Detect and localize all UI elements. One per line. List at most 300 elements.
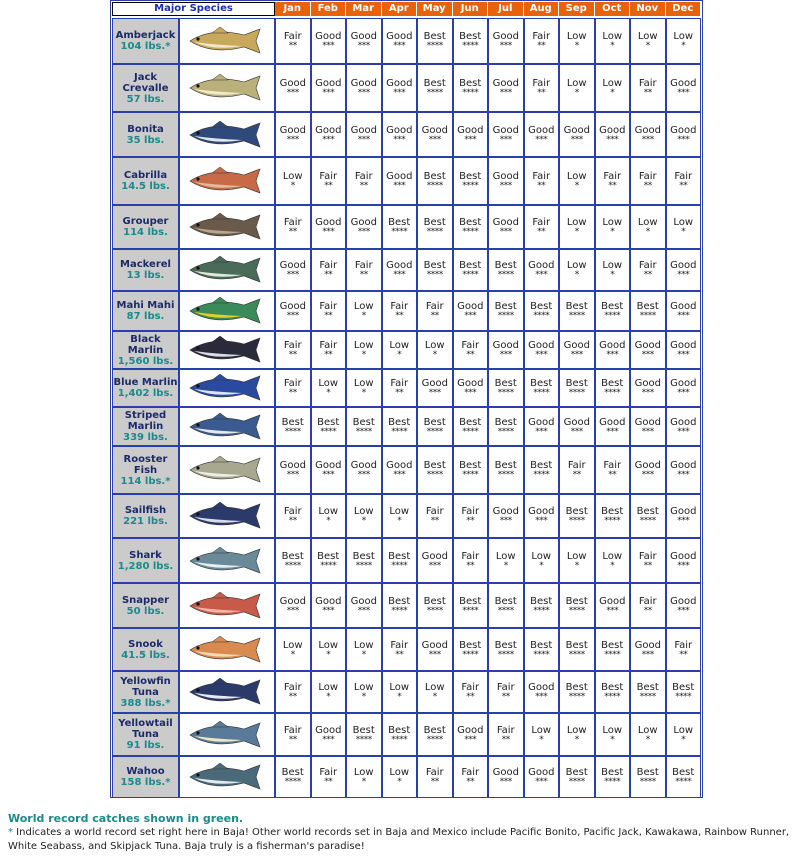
species-row <box>111 249 702 291</box>
rating-cell-jan <box>275 671 311 713</box>
rating-stars: **** <box>462 181 479 191</box>
rating-label: Good <box>528 767 555 778</box>
record-weight: 339 lbs. <box>123 432 168 443</box>
rating-stars: ** <box>537 227 546 237</box>
rating-stars: **** <box>604 777 621 787</box>
rating-stars: *** <box>499 88 512 98</box>
rating-label: Fair <box>425 301 444 312</box>
rating-label: Best <box>601 767 624 778</box>
fish-image-cell <box>179 157 275 205</box>
species-name: Amberjack <box>115 30 176 41</box>
rating-cell-may <box>417 756 453 798</box>
rating-cell-jan <box>275 713 311 756</box>
rating-stars: **** <box>462 605 479 616</box>
month-header-jul: Jul <box>488 2 524 16</box>
rating-cell-jul <box>488 157 524 205</box>
rating-cell-jan <box>275 64 311 112</box>
rating-cell-mar <box>346 583 382 628</box>
rating-cell-oct <box>595 369 631 407</box>
rating-cell-mar <box>346 628 382 671</box>
month-header-oct: Oct <box>595 2 631 16</box>
rating-stars: *** <box>677 605 690 616</box>
rating-cell-apr <box>382 538 418 583</box>
rating-stars: **** <box>391 426 408 437</box>
rating-label: Fair <box>319 767 338 778</box>
rating-stars: **** <box>462 88 479 98</box>
rating-label: Fair <box>461 767 480 778</box>
rating-stars: * <box>645 41 650 51</box>
month-header-jun: Jun <box>453 2 489 16</box>
rating-cell-sep <box>559 628 595 671</box>
rating-stars: * <box>361 692 366 702</box>
rating-stars: *** <box>428 649 441 660</box>
rating-stars: *** <box>535 516 548 526</box>
rating-label: Best <box>494 416 517 428</box>
rating-label: Best <box>281 550 304 562</box>
species-name: Rooster Fish <box>123 453 168 476</box>
rating-cell-oct <box>595 494 631 538</box>
rating-cell-nov <box>630 538 666 583</box>
rating-stars: *** <box>464 134 477 145</box>
rating-cell-mar <box>346 157 382 205</box>
rating-label: Good <box>279 301 306 312</box>
rating-cell-may <box>417 538 453 583</box>
rating-cell-oct <box>595 538 631 583</box>
record-weight: 50 lbs. <box>126 605 165 617</box>
rating-stars: *** <box>322 470 335 480</box>
month-header-dec: Dec <box>666 2 702 16</box>
rating-cell-jan <box>275 249 311 291</box>
rating-cell-sep <box>559 157 595 205</box>
rating-stars: ** <box>430 516 439 526</box>
rating-stars: *** <box>357 227 370 237</box>
rating-stars: * <box>681 41 686 51</box>
rating-cell-mar <box>346 713 382 756</box>
rating-label: Best <box>352 724 375 736</box>
rating-stars: *** <box>357 88 370 98</box>
rating-label: Fair <box>319 260 338 271</box>
month-header-aug: Aug <box>524 2 560 16</box>
rating-label: Low <box>566 260 587 271</box>
rating-label: Best <box>423 260 446 271</box>
rating-label: Good <box>421 378 448 389</box>
rating-cell-apr <box>382 249 418 291</box>
rating-label: Fair <box>532 31 551 42</box>
rating-cell-jul <box>488 583 524 628</box>
rating-stars: ** <box>288 388 297 398</box>
footnote <box>8 812 808 854</box>
rating-cell-mar <box>346 494 382 538</box>
species-name-cell <box>112 64 179 112</box>
rating-label: Best <box>459 217 482 228</box>
species-row <box>111 713 702 756</box>
fish-image-cell <box>179 331 275 369</box>
rating-label: Fair <box>496 724 515 736</box>
rating-cell-aug <box>524 538 560 583</box>
rating-cell-jul <box>488 64 524 112</box>
rating-label: Best <box>494 639 517 651</box>
rating-stars: * <box>681 227 686 237</box>
rating-stars: **** <box>497 311 514 321</box>
rating-stars: * <box>326 388 331 398</box>
rating-label: Fair <box>283 682 302 693</box>
rating-label: Good <box>279 595 306 607</box>
rating-cell-dec <box>666 331 702 369</box>
rating-stars: * <box>645 734 650 745</box>
rating-stars: **** <box>426 734 443 745</box>
rating-cell-sep <box>559 18 595 64</box>
rating-cell-feb <box>311 18 347 64</box>
rating-cell-aug <box>524 205 560 249</box>
rating-stars: **** <box>426 41 443 51</box>
rating-stars: ** <box>643 88 652 98</box>
rating-stars: ** <box>288 41 297 51</box>
rating-cell-oct <box>595 291 631 331</box>
rating-cell-nov <box>630 407 666 446</box>
rating-cell-nov <box>630 18 666 64</box>
rating-cell-may <box>417 628 453 671</box>
rating-label: Good <box>634 460 661 471</box>
rating-cell-apr <box>382 628 418 671</box>
rating-stars: *** <box>393 270 406 280</box>
rating-stars: *** <box>677 134 690 145</box>
rating-stars: ** <box>643 181 652 191</box>
jack-crevalle-icon <box>182 68 272 108</box>
rating-stars: ** <box>501 734 510 745</box>
rating-cell-aug <box>524 291 560 331</box>
rating-label: Best <box>423 217 446 228</box>
rating-stars: ** <box>643 270 652 280</box>
rating-label: Best <box>459 171 482 182</box>
record-weight: 221 lbs. <box>123 516 168 527</box>
rating-label: Fair <box>390 378 409 389</box>
record-weight: 14.5 lbs. <box>121 181 170 192</box>
rating-stars: * <box>539 560 544 571</box>
rating-cell-sep <box>559 671 595 713</box>
rating-cell-jul <box>488 538 524 583</box>
rating-label: Fair <box>603 171 622 182</box>
rating-stars: ** <box>643 605 652 616</box>
rating-cell-apr <box>382 671 418 713</box>
rating-stars: **** <box>391 560 408 571</box>
species-name-cell <box>112 205 179 249</box>
rating-label: Best <box>423 416 446 428</box>
rating-stars: *** <box>499 134 512 145</box>
rating-stars: *** <box>393 470 406 480</box>
rating-cell-jan <box>275 407 311 446</box>
rating-label: Good <box>386 260 413 271</box>
species-name-cell <box>112 369 179 407</box>
species-row <box>111 756 702 798</box>
rating-stars: **** <box>462 649 479 660</box>
rating-cell-may <box>417 249 453 291</box>
rating-label: Best <box>565 639 588 651</box>
rating-label: Good <box>492 171 519 182</box>
rating-stars: *** <box>428 560 441 571</box>
rating-label: Fair <box>283 506 302 517</box>
rating-cell-jan <box>275 628 311 671</box>
rating-label: Good <box>599 595 626 607</box>
rating-label: Good <box>670 595 697 607</box>
rating-cell-feb <box>311 112 347 157</box>
rating-stars: * <box>610 734 615 745</box>
rating-cell-nov <box>630 628 666 671</box>
rating-stars: * <box>290 649 295 660</box>
rating-cell-dec <box>666 756 702 798</box>
rating-cell-jun <box>453 713 489 756</box>
rating-stars: *** <box>641 470 654 480</box>
fish-image-cell <box>179 18 275 64</box>
species-row <box>111 494 702 538</box>
rating-cell-oct <box>595 249 631 291</box>
rating-stars: *** <box>677 516 690 526</box>
rating-label: Low <box>353 506 374 517</box>
rating-label: Low <box>495 550 516 562</box>
rating-label: Best <box>636 682 659 693</box>
rating-stars: ** <box>359 181 368 191</box>
rating-label: Good <box>386 460 413 471</box>
rating-cell-sep <box>559 538 595 583</box>
rating-stars: **** <box>391 227 408 237</box>
rating-cell-jul <box>488 205 524 249</box>
rating-label: Low <box>637 31 658 42</box>
species-name: Snapper <box>121 594 170 606</box>
rating-label: Best <box>459 31 482 42</box>
rating-stars: * <box>326 692 331 702</box>
rating-stars: **** <box>604 516 621 526</box>
rating-stars: *** <box>570 426 583 437</box>
rating-cell-jun <box>453 18 489 64</box>
rating-label: Low <box>353 682 374 693</box>
rating-label: Good <box>315 595 342 607</box>
rating-label: Best <box>494 260 517 271</box>
rating-label: Fair <box>283 340 302 351</box>
rating-cell-nov <box>630 249 666 291</box>
rating-label: Low <box>637 724 658 736</box>
rating-cell-oct <box>595 407 631 446</box>
rating-cell-oct <box>595 628 631 671</box>
rating-label: Low <box>424 340 445 351</box>
rating-stars: *** <box>535 270 548 280</box>
rating-cell-sep <box>559 331 595 369</box>
rating-label: Best <box>459 639 482 651</box>
rating-stars: **** <box>497 270 514 280</box>
record-weight: 41.5 lbs. <box>121 649 170 661</box>
rating-cell-jun <box>453 446 489 494</box>
bonita-icon <box>182 115 272 155</box>
rating-label: Good <box>315 724 342 736</box>
rating-cell-jan <box>275 18 311 64</box>
rating-label: Low <box>353 767 374 778</box>
rating-label: Best <box>565 301 588 312</box>
species-name: Shark <box>129 549 162 561</box>
rating-label: Fair <box>532 78 551 89</box>
rating-cell-mar <box>346 756 382 798</box>
rating-label: Fair <box>567 460 586 471</box>
asterisk-marker: * <box>8 827 13 838</box>
rating-stars: * <box>574 560 579 571</box>
species-name-cell <box>112 407 179 446</box>
rating-stars: ** <box>395 388 404 398</box>
rating-label: Fair <box>319 171 338 182</box>
grouper-icon <box>182 207 272 247</box>
rating-stars: **** <box>568 649 585 660</box>
rating-stars: *** <box>641 350 654 360</box>
rating-stars: *** <box>286 88 299 98</box>
rating-label: Good <box>670 550 697 562</box>
rating-stars: **** <box>639 311 656 321</box>
rating-cell-aug <box>524 369 560 407</box>
rating-label: Best <box>388 595 411 607</box>
fish-image-cell <box>179 407 275 446</box>
rating-stars: **** <box>568 777 585 787</box>
rating-stars: **** <box>462 270 479 280</box>
month-header-may: May <box>417 2 453 16</box>
rating-label: Fair <box>425 767 444 778</box>
rating-label: Low <box>602 78 623 89</box>
rating-cell-sep <box>559 369 595 407</box>
rating-label: Fair <box>283 378 302 389</box>
species-column-header: Major Species <box>112 2 275 16</box>
rating-stars: **** <box>604 311 621 321</box>
rating-cell-jun <box>453 291 489 331</box>
month-header-feb: Feb <box>311 2 347 16</box>
rating-stars: **** <box>568 388 585 398</box>
rating-label: Best <box>281 416 304 428</box>
fish-image-cell <box>179 291 275 331</box>
rating-label: Good <box>634 416 661 428</box>
rating-cell-feb <box>311 157 347 205</box>
rating-label: Fair <box>319 340 338 351</box>
rating-label: Best <box>530 301 553 312</box>
rating-label: Fair <box>638 171 657 182</box>
species-name: Grouper <box>122 216 169 227</box>
rating-label: Best <box>281 767 304 778</box>
rating-cell-may <box>417 446 453 494</box>
rating-stars: **** <box>462 470 479 480</box>
month-header-sep: Sep <box>559 2 595 16</box>
rating-stars: *** <box>357 134 370 145</box>
rating-label: Good <box>670 378 697 389</box>
rating-cell-jan <box>275 112 311 157</box>
rating-cell-dec <box>666 18 702 64</box>
rating-cell-jan <box>275 494 311 538</box>
rating-label: Low <box>389 682 410 693</box>
rating-cell-nov <box>630 331 666 369</box>
rating-cell-jul <box>488 291 524 331</box>
rating-label: Good <box>492 506 519 517</box>
rating-cell-dec <box>666 157 702 205</box>
rating-stars: ** <box>466 516 475 526</box>
rating-stars: **** <box>568 311 585 321</box>
rating-stars: * <box>610 41 615 51</box>
rating-label: Best <box>672 767 695 778</box>
rating-cell-mar <box>346 249 382 291</box>
species-name: Yellowtail Tuna <box>118 718 173 740</box>
rating-stars: *** <box>677 388 690 398</box>
fish-image-cell <box>179 494 275 538</box>
rating-stars: * <box>361 350 366 360</box>
rating-cell-nov <box>630 494 666 538</box>
rating-label: Fair <box>638 595 657 607</box>
rating-cell-may <box>417 407 453 446</box>
rating-stars: *** <box>641 134 654 145</box>
rating-cell-aug <box>524 583 560 628</box>
rating-label: Fair <box>354 171 373 182</box>
rating-stars: *** <box>677 350 690 360</box>
rating-stars: **** <box>675 777 692 787</box>
fish-image-cell <box>179 205 275 249</box>
rating-cell-dec <box>666 446 702 494</box>
rating-stars: * <box>290 181 295 191</box>
rating-stars: **** <box>355 560 372 571</box>
rating-cell-jun <box>453 494 489 538</box>
rating-label: Fair <box>638 260 657 271</box>
fishing-calendar-table <box>110 0 703 798</box>
rating-stars: * <box>681 734 686 745</box>
rating-label: Best <box>423 460 446 471</box>
species-name: Snook <box>128 638 163 650</box>
rating-label: Good <box>670 260 697 271</box>
rating-stars: ** <box>537 181 546 191</box>
species-name-cell <box>112 583 179 628</box>
rating-stars: *** <box>641 426 654 437</box>
rating-label: Low <box>318 506 339 517</box>
rating-cell-oct <box>595 713 631 756</box>
rating-cell-feb <box>311 628 347 671</box>
rating-label: Fair <box>283 724 302 736</box>
rating-stars: * <box>610 560 615 571</box>
rating-label: Fair <box>461 506 480 517</box>
rating-stars: *** <box>535 426 548 437</box>
rating-cell-jun <box>453 249 489 291</box>
rating-stars: **** <box>568 516 585 526</box>
rating-stars: ** <box>537 41 546 51</box>
mahi-mahi-icon <box>182 291 272 331</box>
rating-label: Best <box>459 595 482 607</box>
rating-label: Good <box>279 260 306 271</box>
rating-cell-apr <box>382 64 418 112</box>
rating-stars: **** <box>391 734 408 745</box>
rating-label: Best <box>352 550 375 562</box>
rating-stars: *** <box>322 734 335 745</box>
rating-label: Best <box>459 260 482 271</box>
rating-cell-dec <box>666 494 702 538</box>
rating-label: Low <box>566 78 587 89</box>
rating-cell-feb <box>311 249 347 291</box>
rating-cell-sep <box>559 112 595 157</box>
rating-cell-aug <box>524 628 560 671</box>
rating-label: Good <box>634 378 661 389</box>
rating-stars: *** <box>499 516 512 526</box>
rating-cell-sep <box>559 291 595 331</box>
rating-label: Low <box>602 217 623 228</box>
rating-label: Low <box>389 767 410 778</box>
rating-stars: ** <box>501 692 510 702</box>
rating-stars: **** <box>284 426 301 437</box>
rating-cell-may <box>417 157 453 205</box>
rating-cell-aug <box>524 713 560 756</box>
rating-label: Good <box>670 506 697 517</box>
rating-stars: *** <box>606 605 619 616</box>
rating-label: Good <box>528 124 555 136</box>
fish-image-cell <box>179 713 275 756</box>
rating-label: Low <box>353 340 374 351</box>
rating-stars: **** <box>284 777 301 787</box>
rating-cell-mar <box>346 64 382 112</box>
rating-label: Good <box>421 639 448 651</box>
rating-stars: ** <box>466 692 475 702</box>
